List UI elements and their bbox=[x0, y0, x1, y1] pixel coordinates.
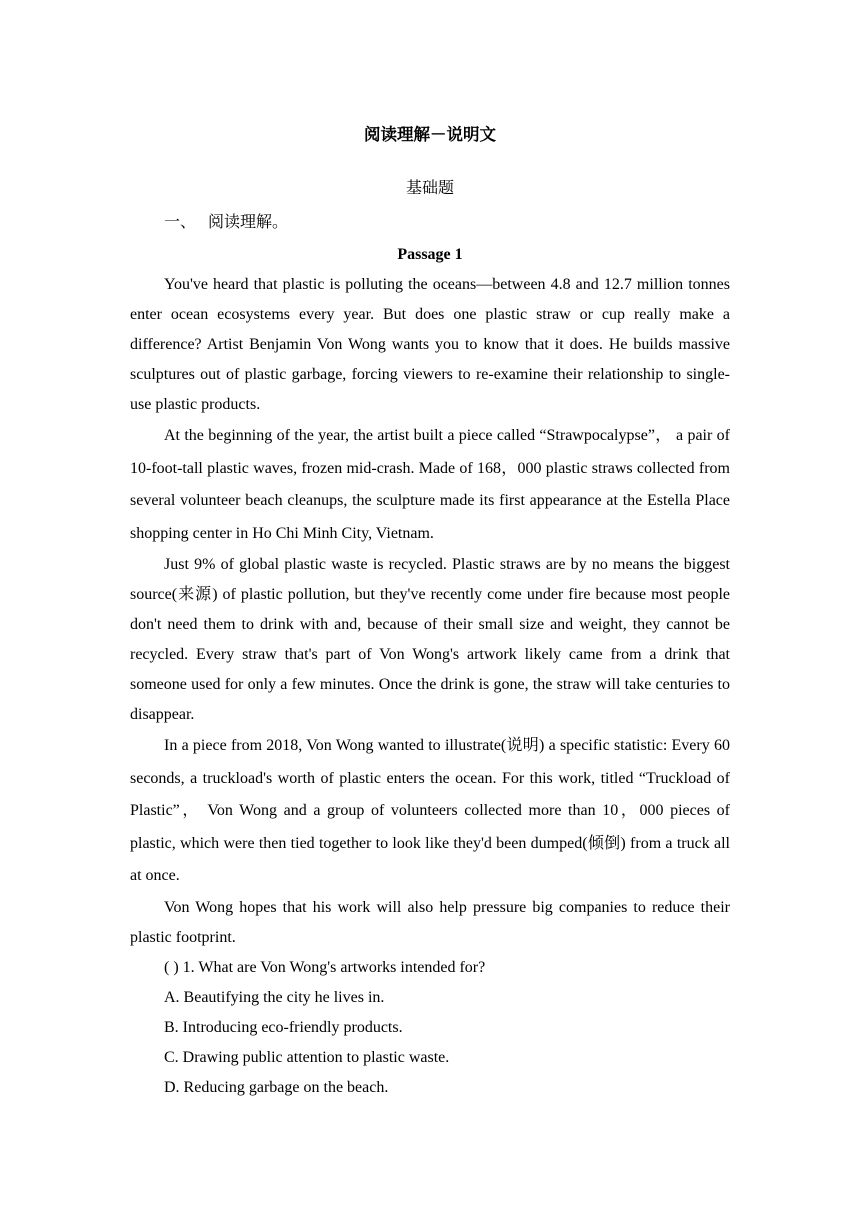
passage-paragraph: Just 9% of global plastic waste is recycled. Plastic straws are by no means the biggest source(来源) of plastic pollution, but they've recently come under fire because most people don't need them to drink with and, because of their small size and weight, they cannot be recycled. Every straw that's part of Von Wong's artwork likely came from a drink that someone used for only a few minutes. Once the drink is gone, the straw will take centuries to disappear. bbox=[130, 556, 730, 723]
section-heading bbox=[130, 208, 730, 238]
answer-option-b: B. Introducing eco-friendly products. bbox=[164, 1018, 403, 1036]
passage-title: Passage 1 bbox=[397, 246, 463, 263]
section-number: 一、 bbox=[164, 214, 197, 231]
document-subtitle: 基础题 bbox=[405, 180, 454, 197]
section-label: 阅读理解。 bbox=[208, 214, 289, 231]
passage-paragraph: In a piece from 2018, Von Wong wanted to illustrate(说明) a specific statistic: Every 60 seconds, a truckload's worth of plastic enters the ocean. For this work, titled “Truckload of Plastic”， Von Wong and a group of volunteers collected more than 10，000 pieces of plastic, which were then tied together to look like they'd been dumped(倾倒) from a truck all at once. bbox=[130, 737, 730, 884]
passage-paragraph: At the beginning of the year, the artist built a piece called “Strawpocalypse”， a pair of 10-foot-tall plastic waves, frozen mid-crash. Made of 168，000 plastic straws collected from several volunteer beach cleanups, the sculpture made its first appearance at the Estella Place shopping center in Ho Chi Minh City, Vietnam. bbox=[130, 427, 730, 542]
passage-paragraph: You've heard that plastic is polluting the oceans—between 4.8 and 12.7 million tonnes enter ocean ecosystems every year. But does one plastic straw or cup really make a difference? Artist Benjamin Von Wong wants you to know that it does. He builds massive sculptures out of plastic garbage, forcing viewers to re-examine their relationship to single-use plastic products. bbox=[130, 276, 730, 413]
document-title: 阅读理解－说明文 bbox=[364, 125, 496, 144]
answer-option-c: C. Drawing public attention to plastic waste. bbox=[164, 1048, 450, 1066]
document-page bbox=[130, 120, 730, 1103]
answer-option-a: A. Beautifying the city he lives in. bbox=[164, 988, 385, 1006]
question-stem: ( ) 1. What are Von Wong's artworks intended for? bbox=[164, 958, 486, 976]
answer-option-d: D. Reducing garbage on the beach. bbox=[164, 1078, 389, 1096]
passage-paragraph: Von Wong hopes that his work will also help pressure big companies to reduce their plastic footprint. bbox=[130, 898, 730, 946]
